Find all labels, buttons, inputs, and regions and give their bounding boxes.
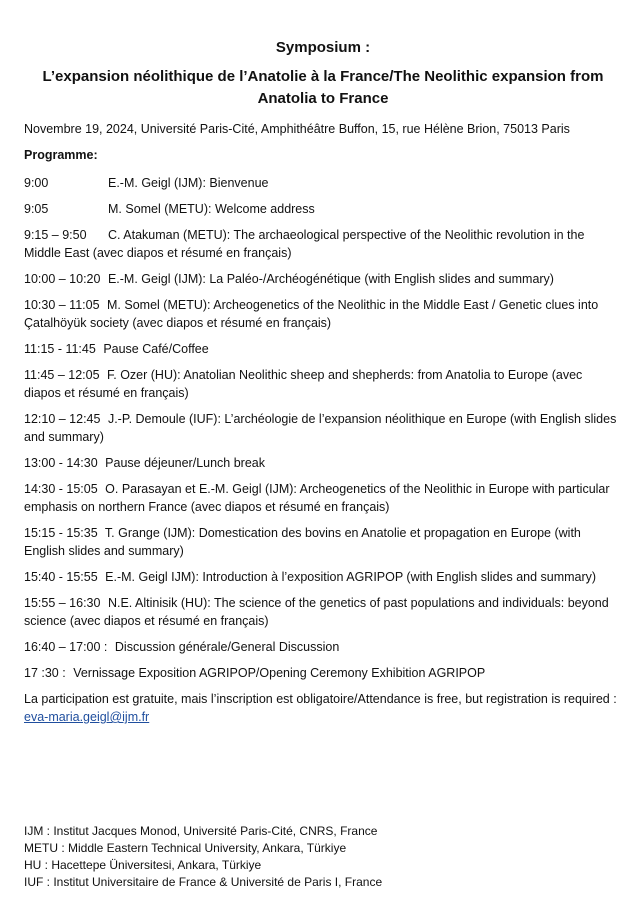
programme-item <box>24 410 622 446</box>
item-time: 16:40 – 17:00 : <box>24 640 108 654</box>
item-text: Discussion générale/General Discussion <box>114 640 340 654</box>
item-time: 15:55 – 16:30 <box>24 596 101 610</box>
registration-note <box>24 690 622 726</box>
item-text: C. Atakuman (METU): The archaeological perspective of the Neolithic revolution in the Middle East (avec diapos et résumé en français) <box>24 228 585 260</box>
programme-item <box>24 200 622 218</box>
document-subtitle: L’expansion néolithique de l’Anatolie à la France/The Neolithic expansion from Anatolia to France <box>42 68 604 107</box>
programme-heading: Programme: <box>24 148 98 162</box>
footnote-hu: HU : Hacettepe Üniversitesi, Ankara, Türkiye <box>24 858 262 872</box>
item-time: 17 :30 : <box>24 666 66 680</box>
item-time: 9:15 – 9:50 <box>24 228 87 242</box>
item-text: O. Parasayan et E.-M. Geigl (IJM): Archeogenetics of the Neolithic in Europe with particular emphasis on northern France (avec diapos et résumé en français) <box>24 482 610 514</box>
programme-item <box>24 568 622 586</box>
item-text: M. Somel (METU): Archeogenetics of the Neolithic in the Middle East / Genetic clues into Çatalhöyük society (avec diapos et résumé en français) <box>24 298 599 330</box>
programme-item <box>24 664 622 682</box>
item-text: F. Ozer (HU): Anatolian Neolithic sheep and shepherds: from Anatolia to Europe (avec diapos et résumé en français) <box>24 368 583 400</box>
item-time: 15:40 - 15:55 <box>24 570 98 584</box>
item-text: J.-P. Demoule (IUF): L’archéologie de l’expansion néolithique en Europe (with English slides and summary) <box>24 412 617 444</box>
programme-item <box>24 270 622 288</box>
item-time: 10:00 – 10:20 <box>24 272 101 286</box>
item-text: E.-M. Geigl (IJM): La Paléo-/Archéogénétique (with English slides and summary) <box>107 272 554 286</box>
programme-item <box>24 366 622 402</box>
document-title: Symposium : <box>275 39 371 56</box>
item-text: E.-M. Geigl IJM): Introduction à l’exposition AGRIPOP (with English slides and summary) <box>105 570 597 584</box>
item-time: 12:10 – 12:45 <box>24 412 101 426</box>
item-time: 14:30 - 15:05 <box>24 482 98 496</box>
footnote-metu: METU : Middle Eastern Technical University, Ankara, Türkiye <box>24 841 347 855</box>
programme-item <box>24 594 622 630</box>
item-text: E.-M. Geigl (IJM): Bienvenue <box>108 176 269 190</box>
registration-email-link[interactable]: eva-maria.geigl@ijm.fr <box>24 710 150 724</box>
programme-item <box>24 174 622 192</box>
programme-item <box>24 340 622 358</box>
footnote-iuf: IUF : Institut Universitaire de France & Université de Paris I, France <box>24 875 383 889</box>
item-time: 10:30 – 11:05 <box>24 298 100 312</box>
document-page <box>24 38 622 726</box>
item-time: 15:15 - 15:35 <box>24 526 98 540</box>
item-time: 13:00 - 14:30 <box>24 456 98 470</box>
item-time: 9:00 <box>24 176 49 190</box>
programme-item <box>24 296 622 332</box>
programme-item <box>24 524 622 560</box>
programme-item <box>24 480 622 516</box>
item-text: M. Somel (METU): Welcome address <box>108 202 315 216</box>
item-time: 9:05 <box>24 202 49 216</box>
registration-text: La participation est gratuite, mais l’inscription est obligatoire/Attendance is free, but registration is required : <box>24 692 617 706</box>
item-text: T. Grange (IJM): Domestication des bovins en Anatolie et propagation en Europe (with English slides and summary) <box>24 526 581 558</box>
item-text: Pause Café/Coffee <box>103 342 209 356</box>
item-text: Vernissage Exposition AGRIPOP/Opening Ceremony Exhibition AGRIPOP <box>73 666 486 680</box>
programme-item <box>24 454 622 472</box>
affiliations-footnotes <box>24 823 622 891</box>
item-text: N.E. Altinisik (HU): The science of the genetics of past populations and individuals: beyond science (avec diapos et résumé en français) <box>24 596 609 628</box>
footnote-ijm: IJM : Institut Jacques Monod, Université Paris-Cité, CNRS, France <box>24 824 378 838</box>
item-time: 11:45 – 12:05 <box>24 368 100 382</box>
item-time: 11:15 - 11:45 <box>24 342 96 356</box>
item-text: Pause déjeuner/Lunch break <box>105 456 265 470</box>
programme-item <box>24 226 622 262</box>
date-venue: Novembre 19, 2024, Université Paris-Cité, Amphithéâtre Buffon, 15, rue Hélène Brion, 75013 Paris <box>24 122 570 136</box>
programme-item <box>24 638 622 656</box>
